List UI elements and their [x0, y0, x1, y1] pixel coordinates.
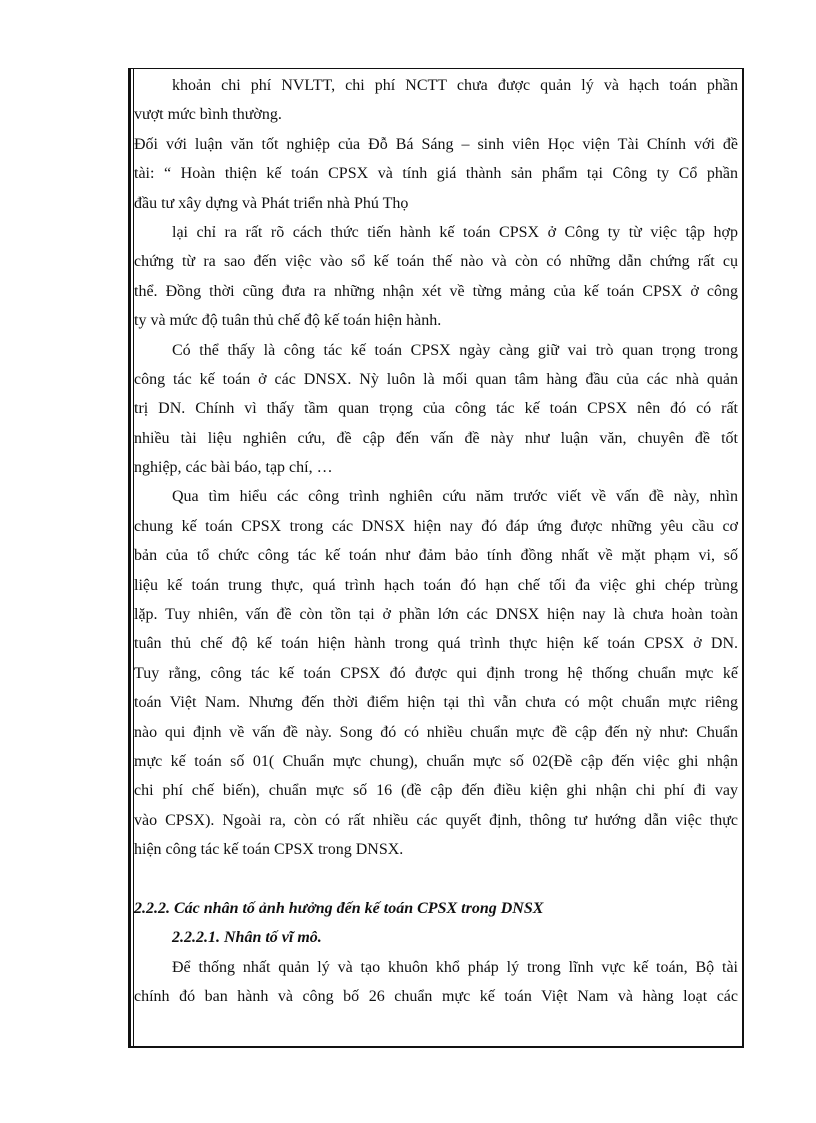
text-line: hiện công tác kế toán CPSX trong DNSX. [134, 841, 404, 859]
text-line: toán Việt Nam. Nhưng đến thời điểm hiện tại thì vẫn chưa có một chuẩn mực riêng [134, 694, 738, 712]
subsection-heading: 2.2.2.1. Nhân tố vĩ mô. [172, 929, 322, 947]
paragraph-2 [134, 130, 738, 218]
text-line: mực kế toán số 01( Chuẩn mực chung), chuẩn mực số 02(Đề cập đến việc ghi nhận [134, 752, 738, 770]
paragraph-6 [134, 953, 738, 1012]
text-line: nào qui định về vấn đề này. Song đó có nhiều chuẩn mực đề cập đến nỳ như: Chuẩn [134, 723, 738, 741]
paragraph-4 [134, 336, 738, 483]
text-line: trị DN. Chính vì thấy tầm quan trọng của công tác kế toán CPSX nên đó có rất [134, 400, 738, 418]
text-line: Đối với luận văn tốt nghiệp của Đỗ Bá Sáng – sinh viên Học viện Tài Chính với đề [134, 135, 738, 153]
text-line: vượt mức bình thường. [134, 106, 282, 124]
text-line: công tác kế toán ở các DNSX. Nỳ luôn là mối quan tâm hàng đầu của các nhà quản [134, 370, 738, 388]
text-line: chi phí chế biến), chuẩn mực số 16 (đề cập đến điều kiện ghi nhận chi phí đi vay [134, 782, 738, 800]
text-line: nhiều tài liệu nghiên cứu, đề cập đến vấn đề này như luận văn, chuyên đề tốt [134, 429, 738, 447]
text-line: tuân thủ chế độ kế toán hiện hành trong quá trình thực hiện kế toán CPSX ở DN. [134, 635, 738, 653]
text-line: thể. Đồng thời cũng đưa ra những nhận xét về từng mảng của kế toán CPSX ở công [134, 282, 738, 300]
text-line: Tuy rằng, công tác kế toán CPSX đó được qui định trong hệ thống chuẩn mực kế [134, 664, 738, 682]
text-line: chứng từ ra sao đến việc vào sổ kế toán thế nào và còn có những dẫn chứng rất cụ [134, 253, 738, 271]
paragraph-3 [134, 218, 738, 336]
text-line: Qua tìm hiểu các công trình nghiên cứu năm trước viết về vấn đề này, nhìn [172, 488, 738, 506]
text-line: lại chỉ ra rất rõ cách thức tiến hành kế toán CPSX ở Công ty từ việc tập hợp [172, 223, 738, 241]
text-line: Có thể thấy là công tác kế toán CPSX ngày càng giữ vai trò quan trọng trong [172, 341, 738, 359]
text-line: lặp. Tuy nhiên, vấn đề còn tồn tại ở phần lớn các DNSX hiện nay là chưa hoàn toàn [134, 606, 738, 624]
text-line: chính đó ban hành và công bố 26 chuẩn mực kế toán Việt Nam và hàng loạt các [134, 988, 738, 1006]
text-line: đầu tư xây dựng và Phát triển nhà Phú Thọ [134, 194, 409, 212]
text-line: Để thống nhất quản lý và tạo khuôn khổ pháp lý trong lĩnh vực kế toán, Bộ tài [172, 958, 738, 976]
text-line: liệu kế toán trung thực, quá trình hạch toán đó hạn chế tối đa việc ghi chép trùng [134, 576, 738, 594]
text-line: bản của tổ chức công tác kế toán như đảm bảo tính đồng nhất về mặt phạm vi, số [134, 547, 738, 565]
section-heading: 2.2.2. Các nhân tố ảnh hưởng đến kế toán CPSX trong DNSX [134, 899, 544, 917]
document-body [134, 71, 738, 1012]
text-line: khoản chi phí NVLTT, chi phí NCTT chưa được quản lý và hạch toán phần [172, 77, 738, 94]
text-line: vào CPSX). Ngoài ra, còn có rất nhiều các quyết định, thông tư hướng dẫn việc thực [134, 811, 738, 829]
text-line: nghiệp, các bài báo, tạp chí, … [134, 459, 333, 477]
text-line: ty và mức độ tuân thủ chế độ kế toán hiện hành. [134, 312, 442, 330]
paragraph-spacer [134, 865, 738, 894]
paragraph-5 [134, 482, 738, 864]
text-line: chung kế toán CPSX trong các DNSX hiện nay đó đáp ứng được những yêu cầu cơ [134, 517, 738, 535]
text-line: tài: “ Hoàn thiện kế toán CPSX và tính giá thành sản phẩm tại Công ty Cổ phần [134, 165, 738, 183]
paragraph-1 [134, 71, 738, 130]
